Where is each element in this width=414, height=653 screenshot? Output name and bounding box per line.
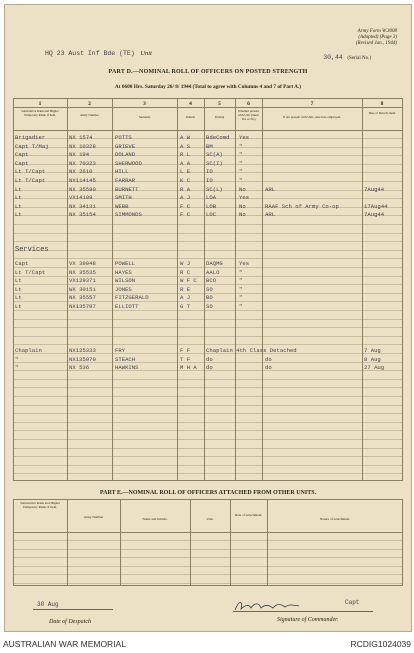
cell-rank: Lt: [15, 202, 22, 210]
ruled-line: [13, 413, 403, 414]
cell-surname: HAWKINS: [115, 364, 139, 372]
cell-number: NX 35590: [69, 185, 96, 193]
cell-number: VX129371: [69, 277, 96, 285]
cell-rank: Lt: [15, 211, 22, 219]
cell-rank: Capt: [15, 151, 29, 159]
cell-rank: Lt: [15, 277, 22, 285]
ruled-line: [13, 473, 403, 474]
cell-present: No: [239, 185, 246, 193]
col-num-2: 2: [88, 101, 91, 107]
e-head-unit: Unit.: [206, 517, 214, 521]
archive-footer: [0, 636, 414, 653]
col-num-4: 4: [189, 101, 192, 107]
e-head-name: Name and Initials.: [142, 517, 168, 521]
e-head-rank: Substantive Rank and Higher Temporary Rank, if held.: [20, 501, 60, 509]
cell-number: NX 35557: [69, 294, 96, 302]
serial-line: [323, 54, 371, 61]
cell-surname: FARRAR: [115, 177, 136, 184]
cell-posting: BM: [206, 142, 213, 150]
ruled-line: [13, 396, 403, 397]
cell-number: VX 39048: [69, 260, 96, 267]
cell-number: NX114145: [69, 177, 96, 184]
cell-surname: GRIEVE: [115, 142, 136, 150]
ruled-line: [13, 557, 403, 558]
cell-number: NX 10328: [69, 142, 96, 150]
cell-initials: W J: [180, 260, 191, 267]
cell-initials: F C: [180, 211, 191, 219]
archive-name: AUSTRALIAN WAR MEMORIAL: [3, 639, 126, 649]
cell-number: VX14109: [69, 194, 93, 202]
e-head-nature: Nature of Attachment.: [319, 517, 351, 521]
cell-present: Yes: [239, 194, 250, 202]
ruled-line: [13, 448, 403, 449]
cell-initials: A S: [180, 142, 191, 150]
ruled-line: [13, 224, 403, 225]
col-head-rank: Substantive Rank and Higher Temporary Rank, if held.: [21, 109, 59, 117]
form-adapted: (Adapted) (Page 3): [358, 35, 397, 40]
cell-posting: IO: [206, 177, 213, 184]
cell-posting: IO: [206, 168, 213, 176]
ruled-line: [13, 310, 403, 311]
cell-date: 27 Aug: [364, 364, 385, 372]
unit-label: Unit: [140, 50, 152, 57]
cell-posting: SO: [206, 285, 213, 293]
cell-rank: Lt: [15, 194, 22, 202]
cell-present: ": [239, 168, 243, 176]
cell-surname: POWELL: [115, 260, 136, 267]
col-head-present: Whether present with Unit (insert Yes or No): [237, 109, 260, 121]
cell-present: No: [239, 202, 246, 210]
cell-posting: AALO: [206, 268, 220, 276]
col-num-5: 5: [218, 101, 221, 107]
cell-rank: Capt: [15, 260, 29, 267]
cell-date: 7Aug44: [364, 185, 385, 193]
ruled-line: [13, 422, 403, 423]
cell-rank: Capt: [15, 159, 29, 167]
cell-rank: Brigadier: [15, 134, 46, 141]
cell-initials: F C: [180, 202, 191, 210]
cell-posting: LOB: [206, 202, 217, 210]
cell-posting: BO: [206, 294, 213, 302]
cell-surname: WILSON: [115, 277, 136, 285]
cell-surname: DOLAND: [115, 151, 136, 159]
cell-employment: ARL: [265, 211, 276, 219]
unit-line: [45, 50, 152, 57]
cell-surname: BURNETT: [115, 185, 139, 193]
cell-present: Yes: [239, 260, 250, 267]
col-head-number: Army Number: [80, 113, 99, 117]
cell-rank: Lt: [15, 185, 22, 193]
ruled-line: [13, 319, 403, 320]
cell-present: ": [239, 142, 243, 150]
ruled-line: [13, 241, 403, 242]
commander-label: Signature of Commander.: [277, 617, 339, 623]
cell-number: NX135797: [69, 303, 96, 310]
cell-initials: F F: [180, 347, 191, 354]
cell-surname: SHERWOOD: [115, 159, 142, 167]
cell-initials: A J: [180, 294, 191, 302]
cell-number: NX 34131: [69, 202, 96, 210]
cell-posting: SO: [206, 303, 213, 310]
cell-posting: BdeComd: [206, 134, 230, 141]
cell-initials: R E: [180, 285, 191, 293]
cell-initials: K C: [180, 177, 191, 184]
form-number: Army Form W.3008: [357, 29, 397, 34]
cell-surname: SIMMONDS: [115, 211, 142, 219]
cell-number: NX 194: [69, 151, 90, 159]
cell-initials: T F: [180, 355, 191, 363]
e-head-date: Date of Attachment.: [234, 513, 263, 517]
cell-present: ": [239, 177, 243, 184]
e-head-number: Army Number: [83, 515, 104, 519]
cell-surname: FITZGERALD: [115, 294, 149, 302]
form-revised: (Revised Jan., 1944): [355, 41, 397, 46]
cell-posting: LOC: [206, 211, 217, 219]
part-d-subtitle: At 0600 Hrs. Saturday 26/ 8/ 1944 (Total to agree with Columns 4 and 7 of Part A.): [114, 84, 302, 90]
cell-date: 8 Aug: [364, 355, 381, 363]
cell-number: NX135070: [69, 355, 96, 363]
ruled-line: [13, 583, 403, 584]
cell-initials: R L: [180, 151, 191, 159]
cell-surname: HAYES: [115, 268, 132, 276]
cell-surname: WEBB: [115, 202, 129, 210]
cell-present: ": [239, 294, 243, 302]
col-head-date: Date of Detach-ment: [368, 111, 396, 115]
col-num-3: 3: [143, 101, 146, 107]
cell-number: NX 70323: [69, 159, 96, 167]
ruled-line: [13, 540, 403, 541]
cell-initials: R A: [180, 185, 191, 193]
ruled-line: [13, 574, 403, 575]
cell-initials: A A: [180, 159, 191, 167]
cell-posting: BCO: [206, 277, 217, 285]
cell-rank: Lt: [15, 303, 22, 310]
cell-posting: Chaplain 4th Class Detached: [206, 347, 297, 354]
cell-date: 17Aug44: [364, 202, 388, 210]
cell-initials: A W: [180, 134, 191, 141]
cell-posting: SC(I): [206, 159, 223, 167]
cell-employment: ARL: [265, 185, 276, 193]
cell-surname: STEACH: [115, 355, 136, 363]
cell-posting: DAQMG: [206, 260, 223, 267]
cell-initials: R C: [180, 268, 191, 276]
ruled-line: [13, 566, 403, 567]
cell-present: Yes: [239, 134, 250, 141]
cell-number: NX 2610: [69, 168, 93, 176]
form-sheet: [4, 4, 412, 632]
cell-employment: do: [265, 355, 272, 363]
cell-employment: RAAF Sch of Army Co-op: [265, 202, 339, 210]
cell-rank: Lt T/Capt: [15, 168, 46, 176]
cell-rank: Chaplain: [15, 347, 42, 354]
serial-label: (Serial No.): [347, 56, 371, 61]
cell-rank: Lt T/Capt: [15, 177, 46, 184]
despatch-date: 30 Aug: [37, 601, 59, 608]
cell-surname: JONES: [115, 285, 132, 293]
commander-rank: Capt: [345, 599, 360, 606]
cell-number: NX 1574: [69, 134, 93, 141]
cell-posting: SC(A): [206, 151, 223, 159]
ruled-line: [13, 344, 403, 345]
cell-number: NX 35535: [69, 268, 96, 276]
cell-present: ": [239, 277, 243, 285]
cell-posting: do: [206, 364, 213, 372]
ruled-line: [13, 405, 403, 406]
despatch-label: Date of Despatch: [49, 619, 91, 625]
col-head-employment: If not present with Unit, state how employed.: [283, 115, 341, 119]
ruled-line: [13, 549, 403, 550]
cell-rank: Lt: [15, 285, 22, 293]
cell-surname: SMITH: [115, 194, 132, 202]
cell-date: 7 Aug: [364, 347, 381, 354]
ruled-line: [13, 250, 403, 251]
cell-date: 7Aug44: [364, 211, 385, 219]
col-num-8: 8: [380, 101, 384, 107]
cell-rank: ": [15, 364, 19, 372]
ruled-line: [13, 327, 403, 328]
cell-rank: Lt: [15, 294, 22, 302]
cell-present: ": [239, 159, 243, 167]
cell-number: NX 536: [69, 364, 90, 372]
cell-present: ": [239, 285, 243, 293]
cell-employment: do: [265, 364, 272, 372]
ruled-line: [13, 336, 403, 337]
ruled-line: [13, 430, 403, 431]
cell-number: NX 35154: [69, 211, 96, 219]
cell-rank: Capt T/Maj: [15, 142, 49, 150]
cell-initials: M H A: [180, 364, 197, 372]
ruled-line: [13, 233, 403, 234]
cell-initials: L E: [180, 168, 191, 176]
col-num-7: 7: [310, 101, 314, 107]
cell-present: ": [239, 303, 243, 310]
serial-number: 30,44: [323, 54, 343, 61]
cell-surname: ELLIOTT: [115, 303, 139, 310]
cell-surname: POTTS: [115, 134, 132, 141]
ruled-line: [13, 456, 403, 457]
col-head-initials: Initials: [186, 115, 195, 119]
cell-initials: W F C: [180, 277, 197, 285]
services-heading: Services: [15, 246, 49, 254]
cell-present: ": [239, 268, 243, 276]
cell-number: WX 30151: [69, 285, 96, 293]
ruled-line: [13, 387, 403, 388]
cell-surname: HILL: [115, 168, 129, 176]
unit-name: HQ 23 Aust Inf Bde (TE): [45, 50, 135, 57]
col-head-surname: Surname: [138, 115, 151, 119]
ruled-line: [13, 439, 403, 440]
ruled-line: [13, 465, 403, 466]
cell-posting: do: [206, 355, 213, 363]
cell-present: ": [239, 151, 243, 159]
part-e-title: PART E.—NOMINAL ROLL OF OFFICERS ATTACHED FROM OTHER UNITS.: [99, 490, 317, 496]
col-num-1: 1: [38, 101, 42, 107]
cell-initials: A J: [180, 194, 191, 202]
cell-posting: SC(L): [206, 185, 223, 193]
form-reference: [356, 29, 397, 47]
cell-rank: ": [15, 355, 19, 363]
cell-initials: G T: [180, 303, 191, 310]
col-head-posting: Posting: [214, 115, 225, 119]
cell-surname: FRY: [115, 347, 126, 354]
cell-present: No: [239, 211, 246, 219]
cell-rank: Lt T/Capt: [15, 268, 46, 276]
cell-posting: LOA: [206, 194, 217, 202]
part-d-title: PART D.—NOMINAL ROLL OF OFFICERS ON POSTED STRENGTH: [108, 69, 308, 75]
archive-reference: RCDIG1024039: [350, 639, 411, 649]
ruled-line: [13, 379, 403, 380]
col-num-6: 6: [247, 101, 250, 107]
cell-number: NX125333: [69, 347, 96, 354]
